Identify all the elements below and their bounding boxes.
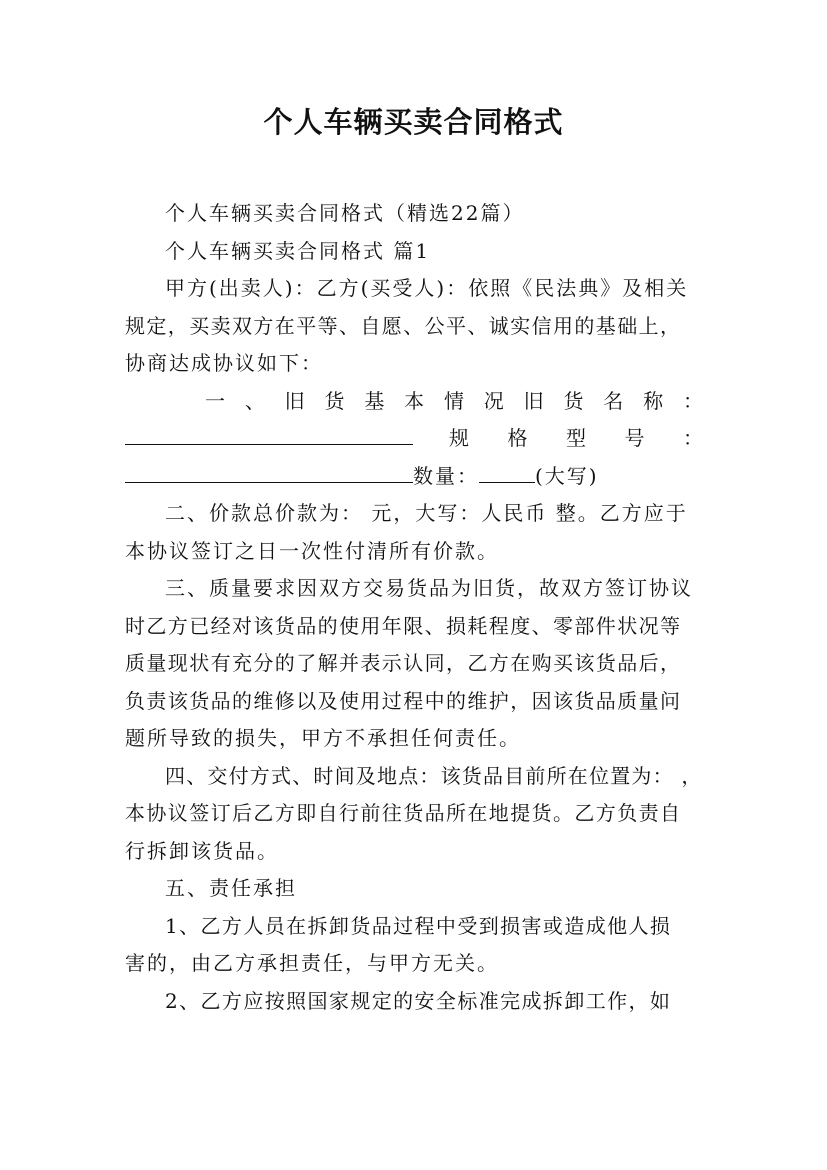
spec-char: 型 <box>566 426 588 450</box>
qty-label: 数量： <box>413 463 479 488</box>
spec-char: 格 <box>507 426 530 450</box>
item1-char: 名 <box>603 388 626 413</box>
para3-line-4: 负责该货品的维修以及使用过程中的维护，因该货品质量问 <box>125 688 682 713</box>
para5-2-line-1: 2、乙方应按照国家规定的安全标准完成拆卸工作，如 <box>165 988 672 1013</box>
intro-line-1: 甲方(出卖人)：乙方(买受人)：依照《民法典》及相关 <box>165 276 689 300</box>
spec-label <box>413 420 705 458</box>
item1-char: 基 <box>364 388 387 413</box>
para5-1-line-1: 1、乙方人员在拆卸货品过程中受到损害或造成他人损 <box>165 913 672 938</box>
item1-char: 旧 <box>523 388 546 413</box>
spec-char: ： <box>683 426 705 450</box>
para5-1-line-2: 害的，由乙方承担责任，与甲方无关。 <box>125 951 499 975</box>
para2-line-2: 本协议签订之日一次性付清所有价款。 <box>125 538 499 563</box>
document-title: 个人车辆买卖合同格式 <box>263 105 564 139</box>
item1-char: 旧 <box>284 388 307 413</box>
section-heading: 个人车辆买卖合同格式 篇1 <box>165 238 431 263</box>
item1-char: 本 <box>404 388 427 413</box>
item1-char: 况 <box>483 388 506 413</box>
item1-char: 一 <box>205 388 227 413</box>
para4-line-1: 四、交付方式、时间及地点：该货品目前所在位置为： ， <box>165 763 703 788</box>
para3-line-1: 三、质量要求因双方交易货品为旧货，故双方签订协议 <box>165 576 693 600</box>
qty-suffix: (大写) <box>535 463 599 488</box>
item1-char: ： <box>682 388 705 413</box>
document-body <box>125 195 705 1020</box>
item1-spec-row <box>125 420 705 458</box>
qty-blank[interactable] <box>479 458 535 483</box>
item1-qty-row <box>125 458 705 496</box>
para3-line-5: 题所导致的损失，甲方不承担任何责任。 <box>125 726 521 750</box>
spec-blank[interactable] <box>125 458 413 483</box>
para5-heading: 五、责任承担 <box>165 876 297 900</box>
item1-char: 货 <box>324 388 347 413</box>
name-blank[interactable] <box>125 420 413 445</box>
spec-char: 号 <box>624 426 647 450</box>
item1-char: 情 <box>443 388 466 413</box>
item1-char: 、 <box>244 388 267 413</box>
item1-char: 称 <box>643 388 666 413</box>
para2-line-1: 二、价款总价款为： 元，大写：人民币 整。乙方应于 <box>165 501 688 525</box>
para4-line-3: 行拆卸该货品。 <box>125 838 279 863</box>
item1-char: 货 <box>563 388 586 413</box>
para4-line-2: 本协议签订后乙方即自行前往货品所在地提货。乙方负责自 <box>125 801 682 825</box>
spec-char: 规 <box>449 426 471 450</box>
intro-line-2: 规定，买卖双方在平等、自愿、公平、诚实信用的基础上， <box>125 313 682 338</box>
para3-line-3: 质量现状有充分的了解并表示认同，乙方在购买该货品后， <box>125 651 682 675</box>
item1-name-row <box>125 383 705 421</box>
para3-line-2: 时乙方已经对该货品的使用年限、损耗程度、零部件状况等 <box>125 613 682 638</box>
subtitle-line: 个人车辆买卖合同格式（精选22篇） <box>165 201 525 225</box>
intro-line-3: 协商达成协议如下： <box>125 351 323 375</box>
